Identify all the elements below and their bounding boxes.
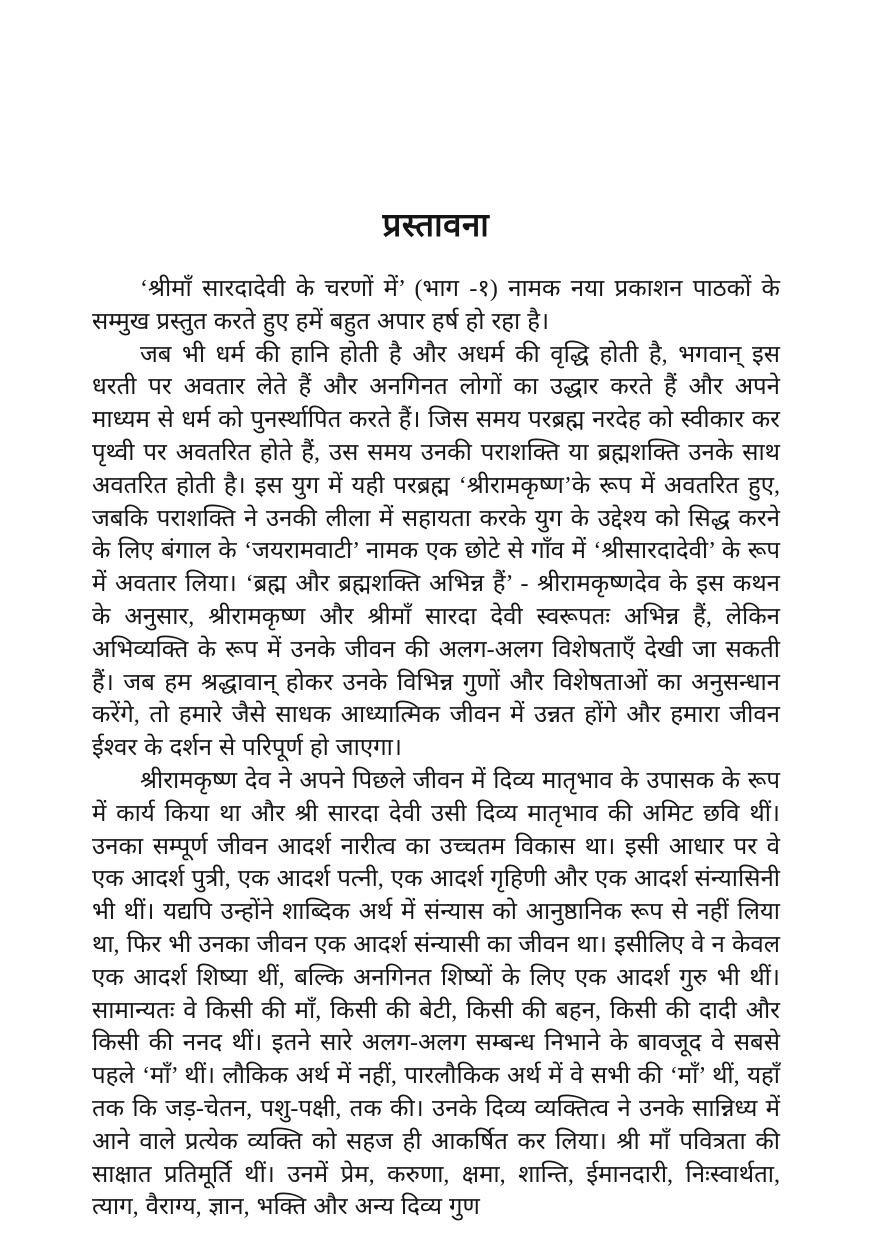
page-title: प्रस्तावना: [382, 208, 490, 244]
paragraph-divine-motherhood: श्रीरामकृष्ण देव ने अपने पिछले जीवन में दिव्य मातृभाव के उपासक के रूप में कार्य किया था और श्री सारदा देवी उसी दिव्य मातृभाव की अमिट छवि थीं। उनका सम्पूर्ण जीवन आदर्श नारीत्व का उच्चतम विकास था। इसी आधार पर वे एक आदर्श पुत्री, एक आदर्श पत्नी, एक आदर्श गृहिणी और एक आदर्श संन्यासिनी भी थीं। यद्यपि उन्होंने शाब्दिक अर्थ में संन्यास को आनुष्ठानिक रूप से नहीं लिया था, फिर भी उनका जीवन एक आदर्श संन्यासी का जीवन था। इसीलिए वे न केवल एक आदर्श शिष्या थीं, बल्कि अनगिनत शिष्यों के लिए एक आदर्श गुरु भी थीं। सामान्यतः वे किसी की माँ, किसी की बेटी, किसी की बहन, किसी की दादी और किसी की ननद थीं। इतने सारे अलग-अलग सम्बन्ध निभाने के बावजूद वे सबसे पहले ‘माँ’ थीं। लौकिक अर्थ में नहीं, पारलौकिक अर्थ में वे सभी की ‘माँ’ थीं, यहाँ तक कि जड़-चेतन, पशु-पक्षी, तक की। उनके दिव्य व्यक्तित्व ने उनके सान्निध्य में आने वाले प्रत्येक व्यक्ति को सहज ही आकर्षित कर लिया। श्री माँ पवित्रता की साक्षात प्रतिमूर्ति थीं। उनमें प्रेम, करुणा, क्षमा, शान्ति, ईमानदारी, निःस्वार्थता, त्याग, वैराग्य, ज्ञान, भक्ति और अन्य दिव्य गुण: [92, 767, 780, 1221]
body-text: [92, 273, 780, 1224]
paragraph-avatar: जब भी धर्म की हानि होती है और अधर्म की वृद्धि होती है, भगवान् इस धरती पर अवतार लेते हैं और अनगिनत लोगों का उद्धार करते हैं और अपने माध्यम से धर्म को पुनर्स्थापित करते हैं। जिस समय परब्रह्म नरदेह को स्वीकार कर पृथ्वी पर अवतरित होते हैं, उस समय उनकी पराशक्ति या ब्रह्मशक्ति उनके साथ अवतरित होती है। इस युग में यही परब्रह्म ‘श्रीरामकृष्ण’के रूप में अवतरित हुए, जबकि पराशक्ति ने उनकी लीला में सहायता करके युग के उद्देश्य को सिद्ध करने के लिए बंगाल के ‘जयरामवाटी’ नामक एक छोटे से गाँव में ‘श्रीसारदादेवी’ के रूप में अवतार लिया। ‘ब्रह्म और ब्रह्मशक्ति अभिन्न हैं’ - श्रीरामकृष्णदेव के इस कथन के अनुसार, श्रीरामकृष्ण और श्रीमाँ सारदा देवी स्वरूपतः अभिन्न हैं, लेकिन अभिव्यक्ति के रूप में उनके जीवन की अलग-अलग विशेषताएँ देखी जा सकती हैं। जब हम श्रद्धावान् होकर उनके विभिन्न गुणों और विशेषताओं का अनुसन्धान करेंगे, तो हमारे जैसे साधक आध्यात्मिक जीवन में उन्नत होंगे और हमारा जीवन ईश्वर के दर्शन से परिपूर्ण हो जाएगा।: [92, 341, 780, 762]
paragraph-intro: ‘श्रीमाँ सारदादेवी के चरणों में’ (भाग -१) नामक नया प्रकाशन पाठकों के सम्मुख प्रस्तुत करते हुए हमें बहुत अपार हर्ष हो रहा है।: [92, 276, 780, 335]
page-content: [92, 205, 780, 1224]
